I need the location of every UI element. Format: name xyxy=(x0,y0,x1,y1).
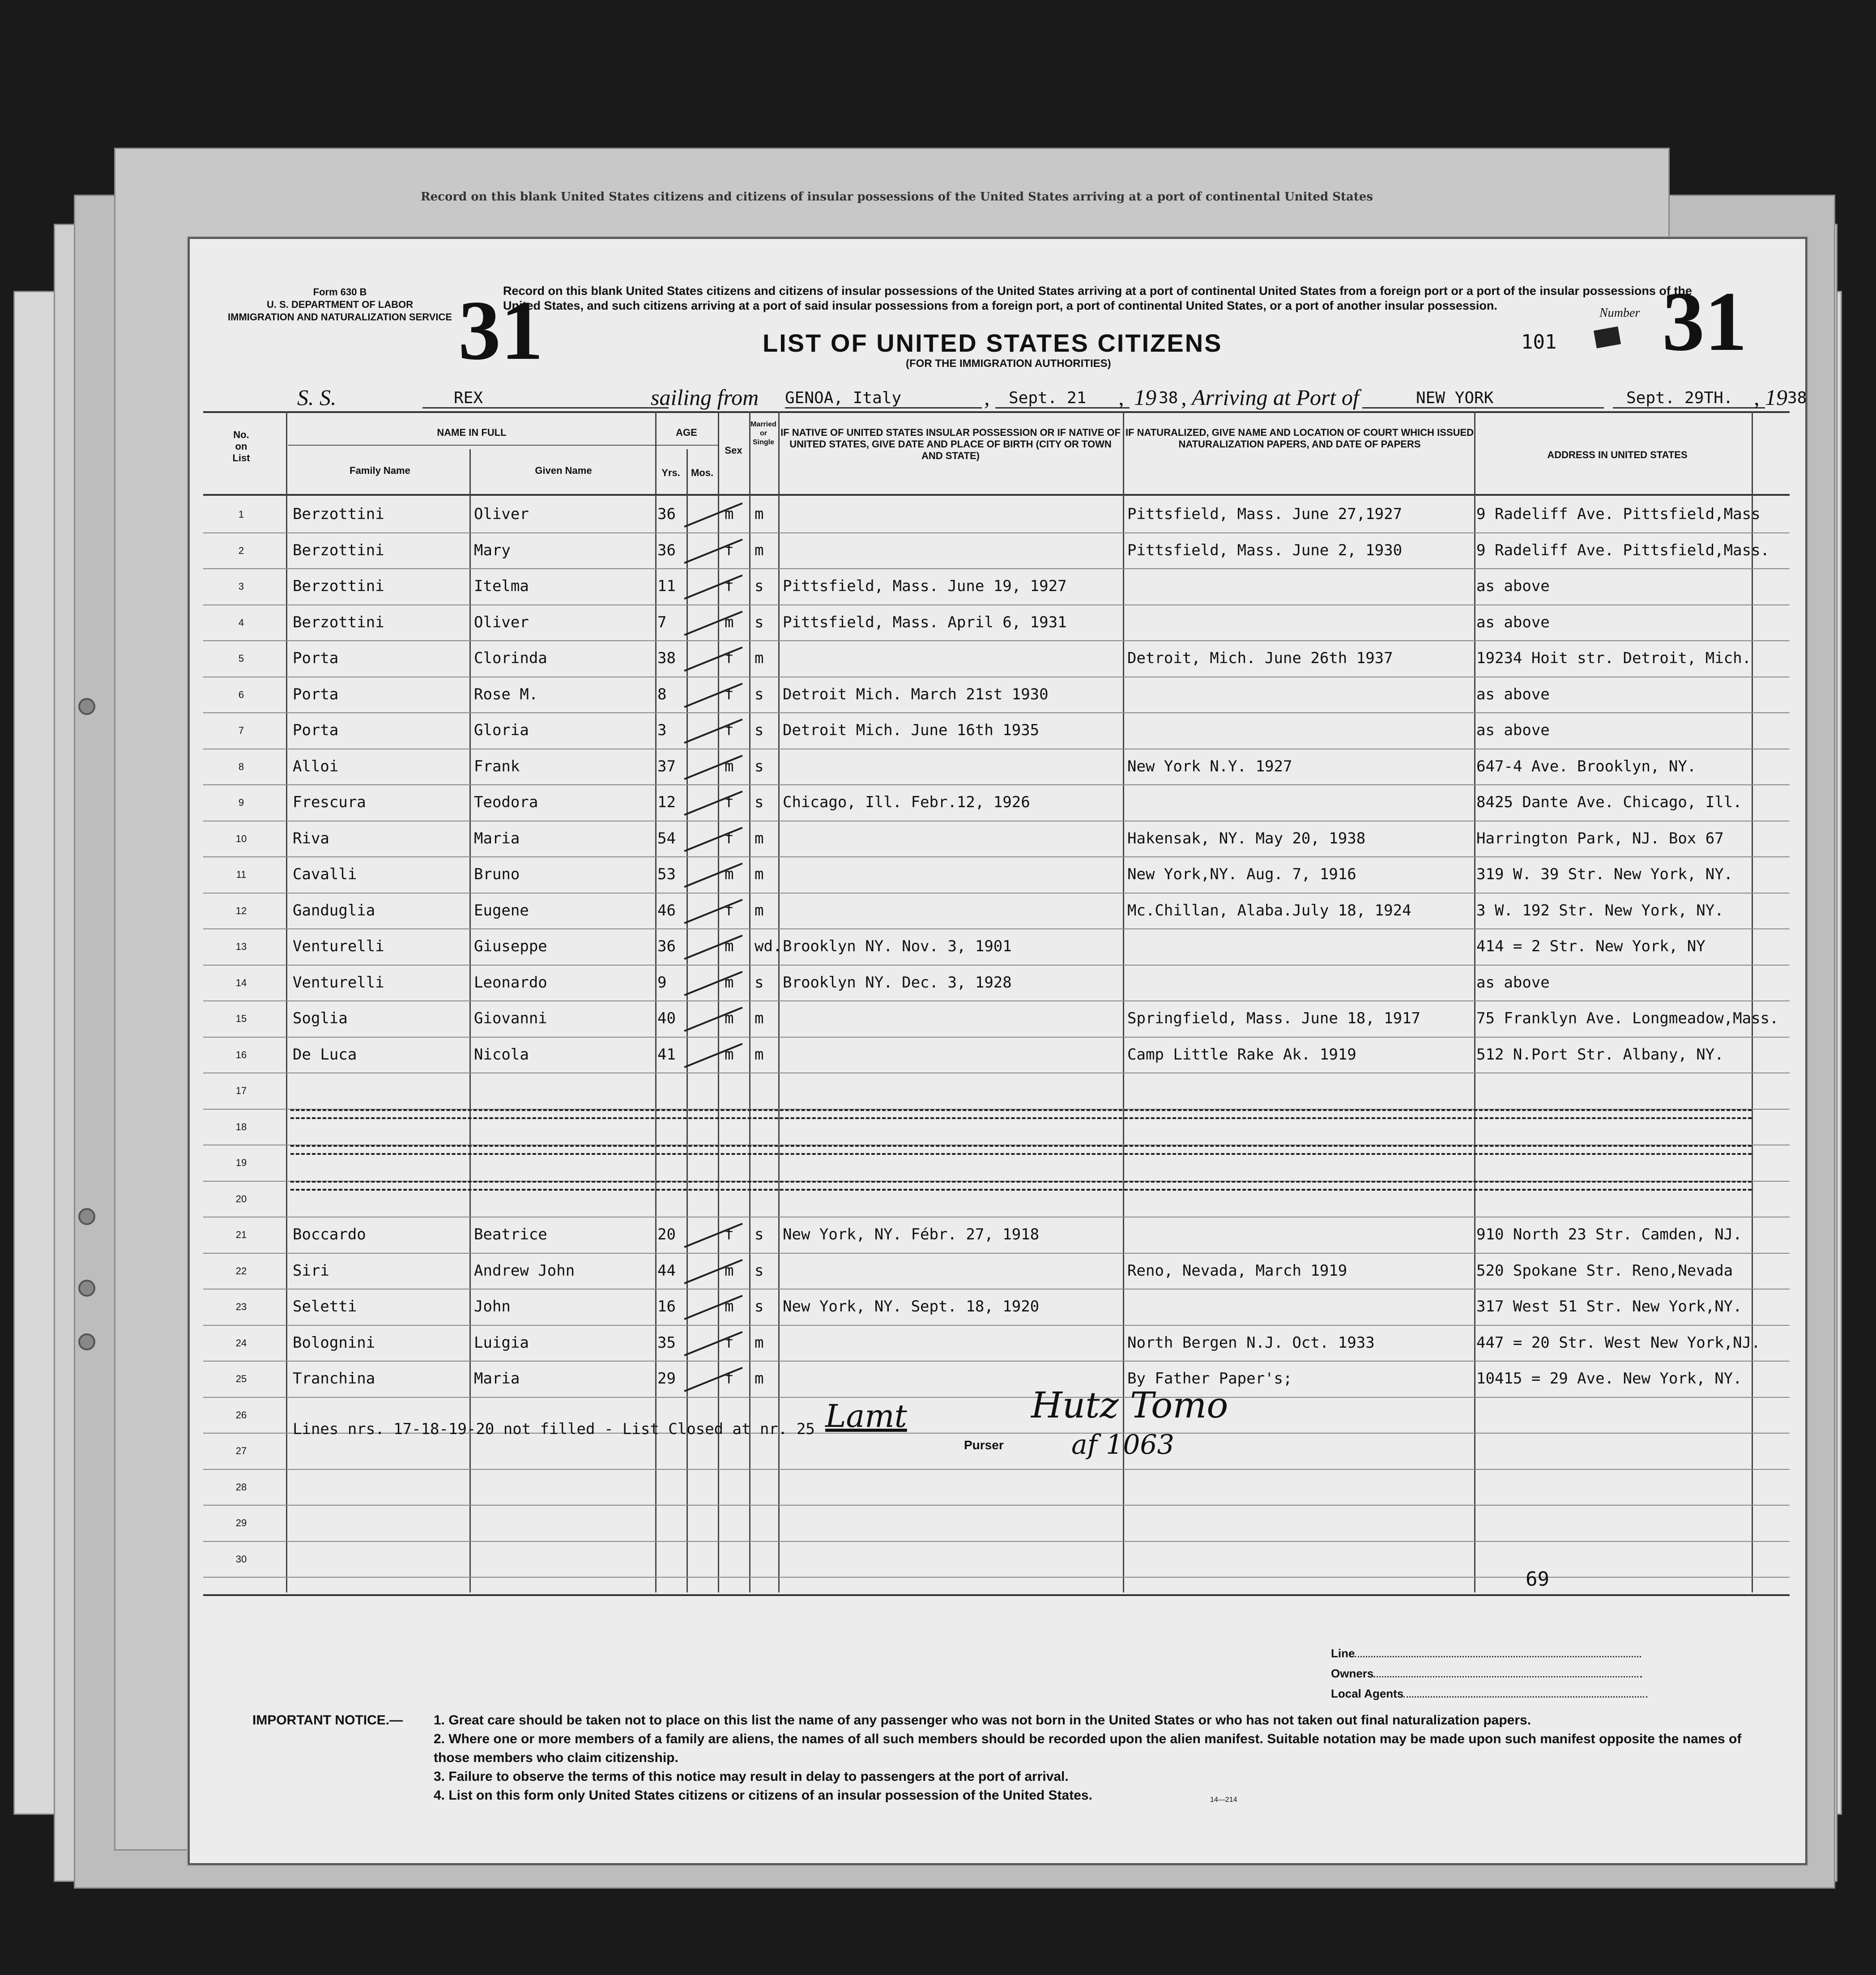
column-line xyxy=(749,411,750,1592)
age-years-cell: 46 xyxy=(657,901,676,919)
row-number: 6 xyxy=(238,689,244,700)
notice-item-3: 3. Failure to observe the terms of this notice may result in delay to passengers at the port of arrival. xyxy=(434,1769,1069,1784)
ss-label: S. S. xyxy=(297,385,337,410)
address-cell: 3 W. 192 Str. New York, NY. xyxy=(1476,901,1724,919)
header-age: AGE xyxy=(676,427,697,438)
given-name-cell: Itelma xyxy=(474,577,529,595)
binder-hole-icon xyxy=(78,1280,95,1297)
age-years-cell: 38 xyxy=(657,649,676,667)
naturalization-cell: Reno, Nevada, March 1919 xyxy=(1127,1261,1347,1280)
age-years-cell: 3 xyxy=(657,721,667,739)
marital-status-cell: s xyxy=(755,685,764,703)
row-number: 29 xyxy=(235,1517,247,1528)
age-years-cell: 36 xyxy=(657,505,676,523)
arrival-year-prefix: 19 xyxy=(1765,385,1787,410)
sex-cell: f xyxy=(725,901,734,919)
marital-status-cell: wd. xyxy=(755,937,782,955)
address-cell: as above xyxy=(1476,685,1550,703)
row-number: 20 xyxy=(235,1193,247,1205)
departure-date: Sept. 21 xyxy=(995,389,1130,409)
address-cell: 447 = 20 Str. West New York,NJ. xyxy=(1476,1333,1761,1352)
header-no-on-list: No. on List xyxy=(232,429,250,464)
age-years-cell: 41 xyxy=(657,1045,676,1064)
age-years-cell: 36 xyxy=(657,937,676,955)
page-subtitle: (FOR THE IMMIGRATION AUTHORITIES) xyxy=(906,358,1111,370)
given-name-cell: Gloria xyxy=(474,721,529,739)
marital-status-cell: m xyxy=(755,1009,764,1027)
sex-cell: m xyxy=(725,613,734,631)
purser-signature: Lamt xyxy=(825,1398,907,1434)
row-number: 10 xyxy=(235,833,247,844)
header-birth: IF NATIVE OF UNITED STATES INSULAR POSSESSION OR IF NATIVE OF UNITED STATES, GIVE DATE AND PLACE OF BIRTH (CITY OR TOWN AND STATE) xyxy=(780,427,1121,461)
row-number: 14 xyxy=(235,977,247,988)
row-number: 25 xyxy=(235,1373,247,1384)
row-rule xyxy=(203,1037,1790,1038)
back-sheet-caption: Record on this blank United States citizens and citizens of insular possessions of the United States arriving at a port of continental United States xyxy=(421,190,1373,204)
given-name-cell: Oliver xyxy=(474,613,529,631)
row-number: 2 xyxy=(238,545,244,556)
form-instructions: Record on this blank United States citizens and citizens of insular possessions of the United States arriving at a port of continental United States from a foreign port or a port of the insular possessions of the United States, and such citizens arriving at a port of said insular possessions from a foreign port, a port of continental United States, or a port of another insular possession. xyxy=(503,284,1692,312)
marital-status-cell: s xyxy=(755,1298,764,1315)
address-cell: as above xyxy=(1476,721,1550,739)
family-name-cell: Boccardo xyxy=(293,1226,366,1243)
row-number: 22 xyxy=(235,1265,247,1277)
row-rule xyxy=(203,893,1790,894)
age-years-cell: 37 xyxy=(657,757,676,775)
age-years-cell: 7 xyxy=(657,613,667,631)
form-identifier: Form 630 B U. S. DEPARTMENT OF LABOR IMMIGRATION AND NATURALIZATION SERVICE xyxy=(228,286,452,323)
row-number: 27 xyxy=(235,1445,247,1456)
row-number: 18 xyxy=(235,1121,247,1132)
row-number: 11 xyxy=(236,869,247,880)
sex-cell: f xyxy=(725,793,734,811)
naturalization-cell: Detroit, Mich. June 26th 1937 xyxy=(1127,649,1393,667)
age-years-cell: 36 xyxy=(657,541,676,559)
family-name-cell: Seletti xyxy=(293,1298,357,1315)
family-name-cell: Berzottini xyxy=(293,505,384,523)
birth-cell: Detroit Mich. June 16th 1935 xyxy=(783,721,1040,739)
officer-signature: Hutz Tomo xyxy=(1031,1384,1228,1426)
naturalization-cell: Camp Little Rake Ak. 1919 xyxy=(1127,1045,1356,1064)
row-rule xyxy=(203,640,1790,641)
birth-cell: Detroit Mich. March 21st 1930 xyxy=(783,685,1049,703)
given-name-cell: Leonardo xyxy=(474,973,547,992)
sex-cell: f xyxy=(725,1333,734,1352)
header-rule xyxy=(203,494,1790,496)
separator-comma: , xyxy=(984,385,990,410)
row-number: 7 xyxy=(238,725,244,736)
row-number: 4 xyxy=(238,617,244,628)
row-number: 28 xyxy=(235,1481,247,1493)
arriving-label: , Arriving at Port of xyxy=(1181,385,1359,410)
row-rule xyxy=(203,1577,1790,1578)
given-name-cell: Andrew John xyxy=(474,1261,575,1280)
agent-local-label: Local Agents xyxy=(1331,1684,1647,1703)
binder-hole-icon xyxy=(78,1208,95,1225)
sex-cell: m xyxy=(725,1045,734,1064)
header-given-name: Given Name xyxy=(535,465,592,476)
row-number: 15 xyxy=(235,1013,247,1024)
row-number: 3 xyxy=(238,581,244,592)
age-years-cell: 12 xyxy=(657,793,676,811)
sex-cell: f xyxy=(725,685,734,703)
sailing-from-label: sailing from xyxy=(651,385,759,410)
address-cell: 647-4 Ave. Brooklyn, NY. xyxy=(1476,757,1697,775)
row-rule xyxy=(203,784,1790,785)
row-rule xyxy=(203,1253,1790,1254)
birth-cell: Brooklyn NY. Dec. 3, 1928 xyxy=(783,973,1012,992)
naturalization-cell: New York N.Y. 1927 xyxy=(1127,757,1292,775)
purser-label: Purser xyxy=(964,1438,1004,1452)
given-name-cell: Teodora xyxy=(474,793,538,811)
family-name-cell: Porta xyxy=(293,721,339,739)
row-rule xyxy=(203,1469,1790,1470)
port-to: NEW YORK xyxy=(1362,389,1604,409)
birth-cell: New York, NY. Fébr. 27, 1918 xyxy=(783,1226,1040,1243)
sex-cell: m xyxy=(725,505,734,523)
row-rule xyxy=(203,1505,1790,1506)
header-family-name: Family Name xyxy=(350,465,410,476)
header-mos: Mos. xyxy=(691,467,714,478)
row-rule xyxy=(203,1325,1790,1326)
marital-status-cell: s xyxy=(755,973,764,992)
row-rule xyxy=(203,1289,1790,1290)
birth-cell: Brooklyn NY. Nov. 3, 1901 xyxy=(783,937,1012,955)
row-number: 12 xyxy=(235,905,247,916)
naturalization-cell: North Bergen N.J. Oct. 1933 xyxy=(1127,1333,1375,1352)
age-years-cell: 20 xyxy=(657,1226,676,1243)
cancelled-row-line xyxy=(290,1109,1752,1119)
row-number: 26 xyxy=(235,1409,247,1421)
family-name-cell: Siri xyxy=(293,1261,329,1280)
family-name-cell: Bolognini xyxy=(293,1333,375,1352)
column-line xyxy=(778,411,780,1592)
naturalization-cell: Springfield, Mass. June 18, 1917 xyxy=(1127,1009,1421,1027)
marital-status-cell: s xyxy=(755,757,764,775)
given-name-cell: Clorinda xyxy=(474,649,547,667)
marital-status-cell: m xyxy=(755,1370,764,1388)
family-name-cell: Berzottini xyxy=(293,613,384,631)
age-years-cell: 11 xyxy=(657,577,676,595)
address-cell: 910 North 23 Str. Camden, NJ. xyxy=(1476,1226,1742,1243)
row-rule xyxy=(203,856,1790,857)
marital-status-cell: m xyxy=(755,901,764,919)
address-cell: 8425 Dante Ave. Chicago, Ill. xyxy=(1476,793,1742,811)
row-rule xyxy=(203,928,1790,929)
row-rule xyxy=(203,568,1790,569)
naturalization-cell: By Father Paper's; xyxy=(1127,1370,1292,1388)
family-name-cell: Cavalli xyxy=(293,865,357,883)
family-name-cell: Riva xyxy=(293,829,329,847)
sex-cell: f xyxy=(725,1226,734,1243)
header-yrs: Yrs. xyxy=(661,467,680,478)
row-number: 9 xyxy=(238,797,244,808)
sex-cell: m xyxy=(725,937,734,955)
marital-status-cell: m xyxy=(755,1045,764,1064)
family-name-cell: Venturelli xyxy=(293,937,384,955)
row-number: 24 xyxy=(235,1337,247,1349)
age-years-cell: 8 xyxy=(657,685,667,703)
address-cell: 317 West 51 Str. New York,NY. xyxy=(1476,1298,1742,1315)
column-line xyxy=(655,411,657,1592)
row-rule xyxy=(203,1000,1790,1001)
address-cell: 75 Franklyn Ave. Longmeadow,Mass. xyxy=(1476,1009,1779,1027)
sex-cell: f xyxy=(725,649,734,667)
given-name-cell: Giovanni xyxy=(474,1009,547,1027)
row-number: 19 xyxy=(235,1157,247,1168)
row-number: 8 xyxy=(238,761,244,772)
given-name-cell: Oliver xyxy=(474,505,529,523)
address-cell: as above xyxy=(1476,613,1550,631)
birth-cell: Chicago, Ill. Febr.12, 1926 xyxy=(783,793,1030,811)
age-years-cell: 35 xyxy=(657,1333,676,1352)
row-rule xyxy=(203,1397,1790,1398)
birth-cell: Pittsfield, Mass. April 6, 1931 xyxy=(783,613,1067,631)
sex-cell: m xyxy=(725,1298,734,1315)
marital-status-cell: s xyxy=(755,613,764,631)
family-name-cell: Alloi xyxy=(293,757,339,775)
sex-cell: m xyxy=(725,973,734,992)
age-years-cell: 9 xyxy=(657,973,667,992)
sex-cell: m xyxy=(725,1009,734,1027)
page-footer-number: 69 xyxy=(1526,1568,1549,1591)
header-married-single: Married or Single xyxy=(750,421,776,446)
birth-cell: New York, NY. Sept. 18, 1920 xyxy=(783,1298,1040,1315)
address-cell: 9 Radeliff Ave. Pittsfield,Mass xyxy=(1476,505,1761,523)
given-name-cell: Luigia xyxy=(474,1333,529,1352)
notice-item-2: 2. Where one or more members of a family are aliens, the names of all such members should be recorded upon the alien manifest. Suitable notation may be made upon such manifest opposite the names of those members who claim citizenship. xyxy=(434,1732,1742,1765)
marital-status-cell: s xyxy=(755,793,764,811)
naturalization-cell: New York,NY. Aug. 7, 1916 xyxy=(1127,865,1356,883)
agent-line-label: Line xyxy=(1331,1644,1641,1663)
row-number: 30 xyxy=(235,1553,247,1565)
marital-status-cell: s xyxy=(755,1261,764,1280)
age-years-cell: 29 xyxy=(657,1370,676,1388)
marital-status-cell: m xyxy=(755,865,764,883)
address-cell: 19234 Hoit str. Detroit, Mich. xyxy=(1476,649,1752,667)
address-cell: Harrington Park, NJ. Box 67 xyxy=(1476,829,1724,847)
family-name-cell: Tranchina xyxy=(293,1370,375,1388)
marital-status-cell: s xyxy=(755,1226,764,1243)
marital-status-cell: m xyxy=(755,829,764,847)
address-cell: as above xyxy=(1476,577,1550,595)
naturalization-cell: Pittsfield, Mass. June 2, 1930 xyxy=(1127,541,1403,559)
column-line xyxy=(1752,411,1753,1592)
marital-status-cell: m xyxy=(755,541,764,559)
row-rule xyxy=(203,604,1790,605)
address-cell: 10415 = 29 Ave. New York, NY. xyxy=(1476,1370,1742,1388)
family-name-cell: Porta xyxy=(293,649,339,667)
separator-comma: , xyxy=(1754,385,1760,410)
family-name-cell: Frescura xyxy=(293,793,366,811)
binder-hole-icon xyxy=(78,698,95,715)
stamp-mark xyxy=(1594,327,1621,349)
age-years-cell: 44 xyxy=(657,1261,676,1280)
header-sex: Sex xyxy=(725,445,742,456)
naturalization-cell: Hakensak, NY. May 20, 1938 xyxy=(1127,829,1366,847)
family-name-cell: Berzottini xyxy=(293,577,384,595)
family-name-cell: De Luca xyxy=(293,1045,357,1064)
agent-owners-label: Owners xyxy=(1331,1664,1642,1683)
header-address: ADDRESS IN UNITED STATES xyxy=(1547,449,1688,460)
given-name-cell: Maria xyxy=(474,829,520,847)
sex-cell: m xyxy=(725,865,734,883)
given-name-cell: John xyxy=(474,1298,511,1315)
birth-cell: Pittsfield, Mass. June 19, 1927 xyxy=(783,577,1067,595)
cancelled-row-line xyxy=(290,1181,1752,1191)
given-name-cell: Eugene xyxy=(474,901,529,919)
notice-heading: IMPORTANT NOTICE.— xyxy=(252,1713,403,1728)
naturalization-cell: Pittsfield, Mass. June 27,1927 xyxy=(1127,505,1403,523)
address-cell: 520 Spokane Str. Reno,Nevada xyxy=(1476,1261,1733,1280)
marital-status-cell: m xyxy=(755,1333,764,1352)
sex-cell: f xyxy=(725,829,734,847)
marital-status-cell: m xyxy=(755,505,764,523)
ship-name: REX xyxy=(422,389,669,409)
sex-cell: m xyxy=(725,1261,734,1280)
sex-cell: f xyxy=(725,1370,734,1388)
address-cell: 9 Radeliff Ave. Pittsfield,Mass. xyxy=(1476,541,1770,559)
closing-note: Lines nrs. 17-18-19-20 not filled - List Closed at nr. 25 xyxy=(293,1420,815,1438)
given-name-cell: Beatrice xyxy=(474,1226,547,1243)
list-number: 31 xyxy=(1662,275,1747,369)
column-line xyxy=(286,411,287,1592)
sex-cell: f xyxy=(725,541,734,559)
row-number: 1 xyxy=(238,509,244,520)
cancelled-row-line xyxy=(290,1145,1752,1155)
family-name-cell: Venturelli xyxy=(293,973,384,992)
header-name-in-full: NAME IN FULL xyxy=(437,427,507,438)
arrival-year: 38 xyxy=(1787,389,1807,407)
row-number: 21 xyxy=(235,1229,247,1240)
sex-cell: f xyxy=(725,721,734,739)
family-name-cell: Ganduglia xyxy=(293,901,375,919)
address-cell: 512 N.Port Str. Albany, NY. xyxy=(1476,1045,1724,1064)
marital-status-cell: s xyxy=(755,577,764,595)
column-line xyxy=(718,411,719,1592)
row-rule xyxy=(203,712,1790,713)
family-name-cell: Berzottini xyxy=(293,541,384,559)
row-rule xyxy=(203,532,1790,533)
address-cell: 319 W. 39 Str. New York, NY. xyxy=(1476,865,1733,883)
separator-comma: , xyxy=(1118,385,1124,410)
given-name-cell: Mary xyxy=(474,541,511,559)
sex-cell: m xyxy=(725,757,734,775)
given-name-cell: Giuseppe xyxy=(474,937,547,955)
row-number: 16 xyxy=(235,1049,247,1060)
naturalization-cell: Mc.Chillan, Alaba.July 18, 1924 xyxy=(1127,901,1411,919)
page-number: 31 xyxy=(458,284,543,378)
notice-item-4: 4. List on this form only United States citizens or citizens of an insular possession of the United States. xyxy=(434,1788,1092,1803)
binder-hole-icon xyxy=(78,1333,95,1350)
print-code: 14—214 xyxy=(1210,1796,1237,1804)
row-rule xyxy=(203,1541,1790,1542)
given-name-cell: Bruno xyxy=(474,865,520,883)
header-naturalized: IF NATURALIZED, GIVE NAME AND LOCATION OF COURT WHICH ISSUED NATURALIZATION PAPERS, AND DATE OF PAPERS xyxy=(1125,427,1474,450)
manifest-sheet xyxy=(188,237,1807,1865)
page-title: LIST OF UNITED STATES CITIZENS xyxy=(763,329,1223,357)
given-name-cell: Frank xyxy=(474,757,520,775)
column-line xyxy=(1474,411,1475,1592)
age-years-cell: 40 xyxy=(657,1009,676,1027)
age-years-cell: 16 xyxy=(657,1298,676,1315)
row-rule xyxy=(203,1361,1790,1362)
port-from: GENOA, Italy xyxy=(785,389,982,409)
given-name-cell: Nicola xyxy=(474,1045,529,1064)
header-rule xyxy=(655,445,718,446)
given-name-cell: Maria xyxy=(474,1370,520,1388)
marital-status-cell: s xyxy=(755,721,764,739)
stamp-number: 101 xyxy=(1521,331,1557,353)
row-rule xyxy=(203,965,1790,966)
family-name-cell: Soglia xyxy=(293,1009,348,1027)
row-number: 23 xyxy=(235,1301,247,1312)
departure-year: 38 xyxy=(1159,389,1178,407)
age-years-cell: 54 xyxy=(657,829,676,847)
given-name-cell: Rose M. xyxy=(474,685,538,703)
family-name-cell: Porta xyxy=(293,685,339,703)
header-rule xyxy=(288,445,655,446)
row-number: 5 xyxy=(238,653,244,664)
notice-item-1: 1. Great care should be taken not to place on this list the name of any passenger who was not born in the United States or who has not taken out final naturalization papers. xyxy=(434,1713,1531,1728)
departure-year-prefix: 19 xyxy=(1134,385,1156,410)
row-number: 17 xyxy=(235,1085,247,1096)
number-label: Number xyxy=(1599,306,1640,320)
arrival-date: Sept. 29TH. xyxy=(1613,389,1765,409)
row-number: 13 xyxy=(235,941,247,952)
sex-cell: f xyxy=(725,577,734,595)
address-cell: as above xyxy=(1476,973,1550,992)
age-years-cell: 53 xyxy=(657,865,676,883)
marital-status-cell: m xyxy=(755,649,764,667)
address-cell: 414 = 2 Str. New York, NY xyxy=(1476,937,1705,955)
handwritten-note: af 1063 xyxy=(1071,1429,1174,1460)
